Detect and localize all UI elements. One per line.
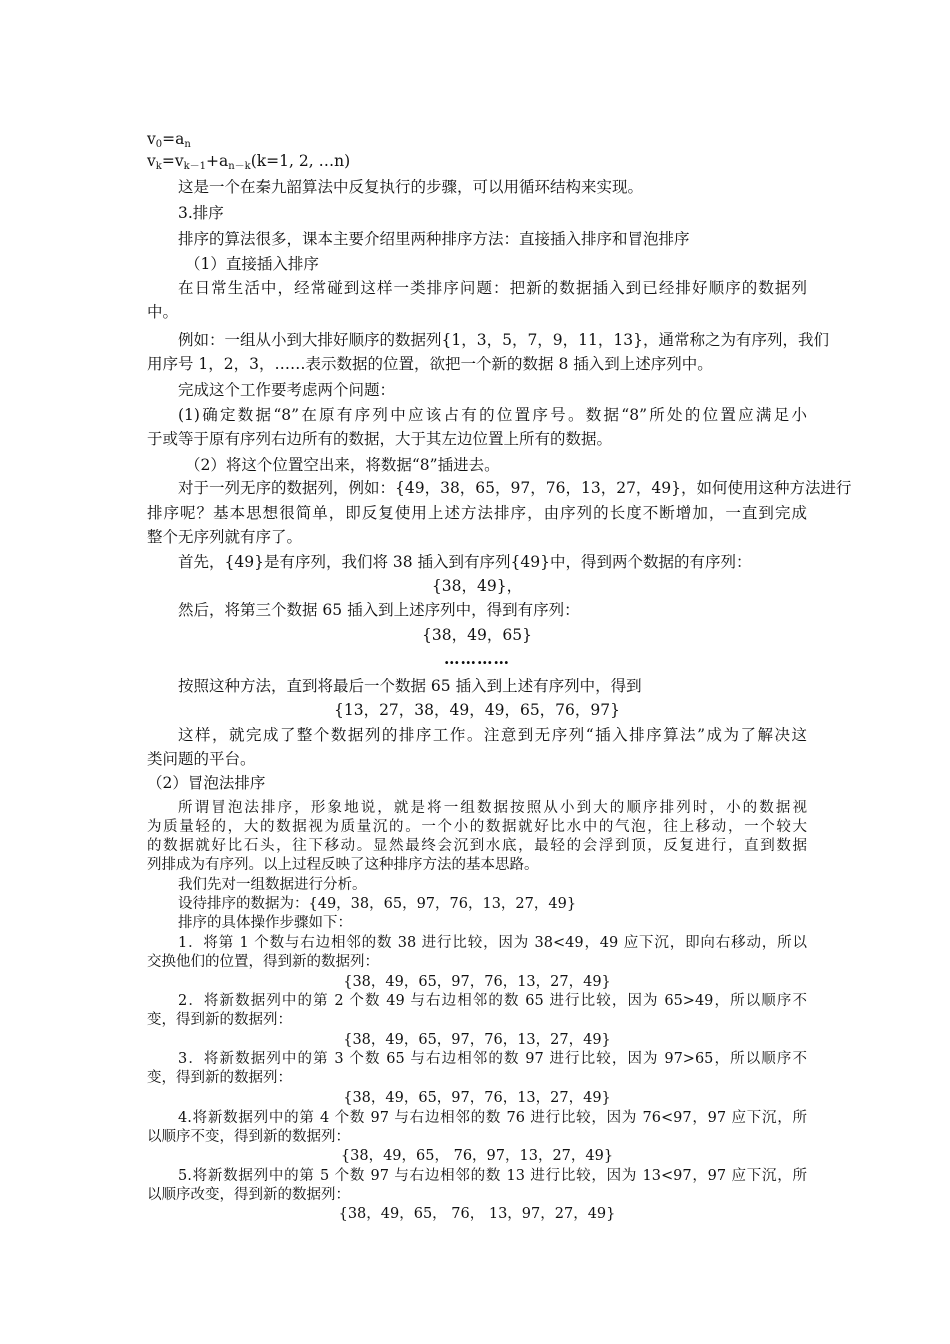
paragraph-line: 整个无序列就有序了。 <box>147 528 303 546</box>
paragraph-line: 所谓冒泡法排序，形象地说，就是将一组数据按照从小到大的顺序排列时，小的数据视 <box>178 800 807 816</box>
step-line: 1．将第 1 个数与右边相邻的数 38 进行比较，因为 38<49，49 应下沉，即向右移动，所以 <box>178 935 807 951</box>
paragraph-line: 例如：一组从小到大排好顺序的数据列{1，3，5，7，9，11，13}，通常称之为有序列，我们 <box>178 331 829 349</box>
paragraph-line: 首先，{49}是有序列，我们将 38 插入到有序列{49}中，得到两个数据的有序列： <box>178 553 752 571</box>
paragraph-line: 完成这个工作要考虑两个问题： <box>178 381 396 399</box>
subsection-heading: （2）冒泡法排序 <box>147 774 266 792</box>
paragraph-line: 对于一列无序的数据列，例如：{49，38，65，97，76，13，27，49}，如何使用这种方法进行 <box>178 479 852 497</box>
paragraph-line: 列排成为有序列。以上过程反映了这种排序方法的基本思路。 <box>147 857 539 873</box>
formula-vk-base: v <box>147 152 156 170</box>
sequence-line: {38，49，65} <box>422 626 532 644</box>
subsection-heading: （1）直接插入排序 <box>185 255 319 273</box>
formula-v0-base: v <box>147 130 156 148</box>
step-line: 以顺序不变，得到新的数据列： <box>147 1129 350 1145</box>
paragraph-line: 然后，将第三个数据 65 插入到上述序列中，得到有序列： <box>178 601 580 619</box>
paragraph-line: 排序的具体操作步骤如下： <box>178 915 352 931</box>
formula-v0 <box>147 129 807 149</box>
paragraph-line: 于或等于原有序列右边所有的数据，大于其左边位置上所有的数据。 <box>147 430 613 448</box>
formula-v0-sub: 0 <box>155 139 163 150</box>
paragraph-line: (1)确定数据“8”在原有序列中应该占有的位置序号。数据“8”所处的位置应满足小 <box>178 406 807 424</box>
paragraph-line: 排序的算法很多，课本主要介绍里两种排序方法：直接插入排序和冒泡排序 <box>178 230 690 248</box>
formula-v0-eq-sub: n <box>184 139 191 150</box>
step-line: 变，得到新的数据列： <box>147 1012 292 1028</box>
formula-vk-sub1: k－1 <box>183 161 206 172</box>
paragraph-line: 的数据就好比石头，往下移动。显然最终会沉到水底，最轻的会浮到顶，反复进行，直到数据 <box>147 838 807 854</box>
paragraph-line: 这样，就完成了整个数据列的排序工作。注意到无序列“插入排序算法”成为了解决这 <box>178 726 807 744</box>
paragraph-line: 按照这种方法，直到将最后一个数据 65 插入到上述有序列中，得到 <box>178 677 642 695</box>
step-line: 以顺序改变，得到新的数据列： <box>147 1187 350 1203</box>
sequence-line: {38，49}， <box>431 577 523 595</box>
section-heading: 3.排序 <box>178 204 224 222</box>
step-line: 5.将新数据列中的第 5 个数 97 与右边相邻的数 13 进行比较，因为 13<97，97 应下沉，所 <box>178 1168 807 1184</box>
sequence-line: {38，49，65， 76， 13，97，27，49} <box>338 1206 616 1222</box>
formula-vk <box>147 151 807 171</box>
paragraph-line: 排序呢？基本思想很简单，即反复使用上述方法排序，由序列的长度不断增加，一直到完成 <box>147 504 807 522</box>
sequence-line: {38，49，65，97，76，13，27，49} <box>343 1032 611 1048</box>
paragraph-line: 中。 <box>147 303 179 321</box>
sequence-line: {38，49，65，97，76，13，27，49} <box>343 1090 611 1106</box>
formula-vk-tail: (k=1, 2, …n) <box>250 152 351 170</box>
sequence-line: {13，27，38，49，49，65，76，97} <box>333 701 620 719</box>
step-line: 4.将新数据列中的第 4 个数 97 与右边相邻的数 76 进行比较，因为 76<97，97 应下沉，所 <box>178 1110 807 1126</box>
step-line: 2．将新数据列中的第 2 个数 49 与右边相邻的数 65 进行比较，因为 65>49，所以顺序不 <box>178 993 807 1009</box>
paragraph-line: 在日常生活中，经常碰到这样一类排序问题：把新的数据插入到已经排好顺序的数据列 <box>178 279 807 297</box>
formula-vk-sub: k <box>155 161 162 172</box>
paragraph-line: 设待排序的数据为：{49，38，65，97，76，13，27，49} <box>178 896 577 912</box>
step-line: 3．将新数据列中的第 3 个数 65 与右边相邻的数 97 进行比较，因为 97>65，所以顺序不 <box>178 1051 807 1067</box>
formula-v0-eq: =a <box>162 130 185 148</box>
paragraph-line: 用序号 1，2，3，……表示数据的位置，欲把一个新的数据 8 插入到上述序列中。 <box>147 355 713 373</box>
formula-vk-plus: +a <box>206 152 229 170</box>
paragraph-line: 为质量轻的，大的数据视为质量沉的。一个小的数据就好比水中的气泡，往上移动，一个较大 <box>147 819 807 835</box>
formula-vk-sub2: n－k <box>228 161 251 172</box>
sequence-line: {38，49，65，97，76，13，27，49} <box>343 974 611 990</box>
paragraph-line: 这是一个在秦九韶算法中反复执行的步骤，可以用循环结构来实现。 <box>178 178 644 196</box>
paragraph-line: 类问题的平台。 <box>147 750 256 768</box>
step-line: 变，得到新的数据列： <box>147 1070 292 1086</box>
step-line: 交换他们的位置，得到新的数据列： <box>147 954 379 970</box>
paragraph-line: 我们先对一组数据进行分析。 <box>178 877 367 893</box>
formula-vk-eq: =v <box>161 152 184 170</box>
paragraph-line: （2）将这个位置空出来，将数据“8”插进去。 <box>185 456 500 474</box>
sequence-line: {38，49，65， 76，97，13，27，49} <box>340 1148 614 1164</box>
ellipsis-line: ………… <box>444 649 510 668</box>
